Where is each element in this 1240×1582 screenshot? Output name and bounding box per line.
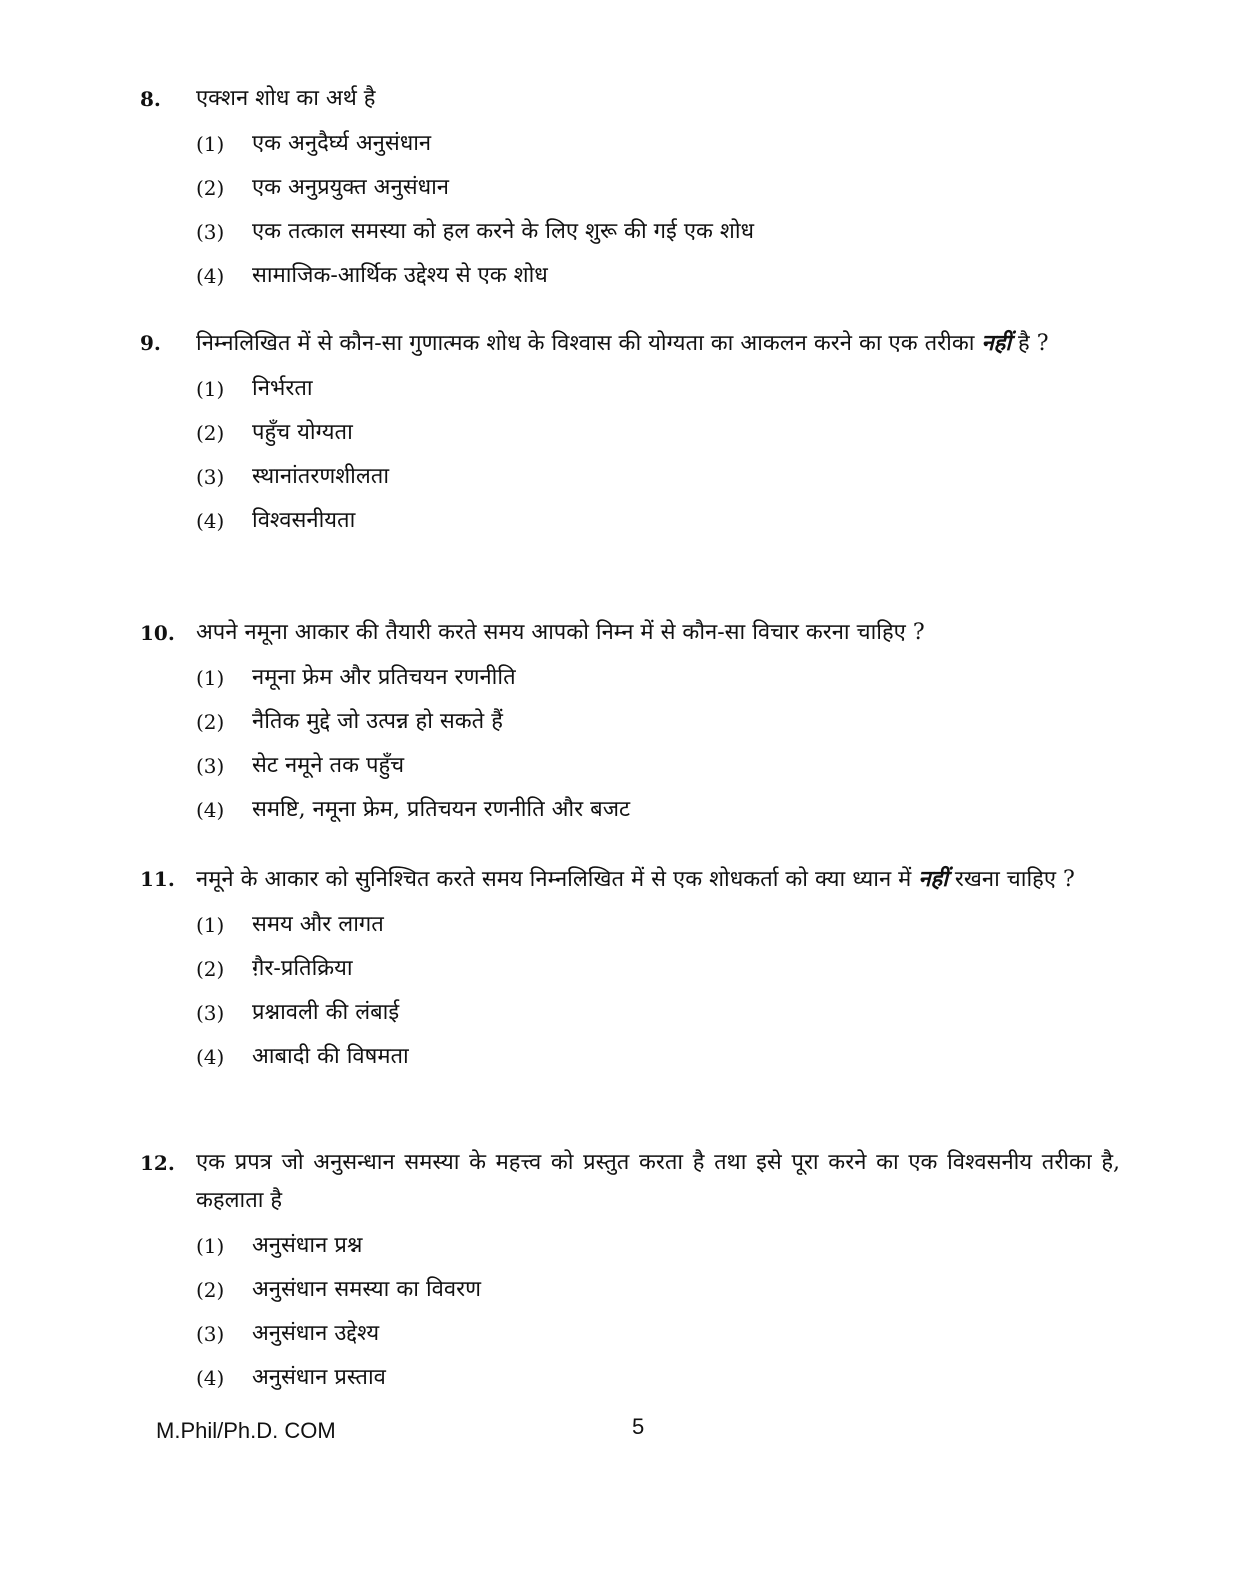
footer-course-code: M.Phil/Ph.D. COM (156, 1418, 336, 1443)
option-3: (3) स्थानांतरणशीलता (196, 464, 390, 489)
question-11 (140, 860, 1120, 1081)
option-1: (1) अनुसंधान प्रश्न (196, 1233, 363, 1258)
emphasis-word: नहीं (981, 330, 1012, 356)
option-4: (4) अनुसंधान प्रस्ताव (196, 1365, 386, 1390)
option-4: (4) आबादी की विषमता (196, 1044, 409, 1069)
page-number: 5 (632, 1414, 645, 1439)
question-text: नमूने के आकार को सुनिश्चित करते समय निम्नलिखित में से एक शोधकर्ता को क्या ध्यान में नहीं रखना चाहिए ? (196, 866, 1075, 892)
question-number: 11. (140, 867, 175, 891)
question-number: 12. (140, 1151, 175, 1175)
option-1: (1) निर्भरता (196, 376, 313, 401)
option-4: (4) समष्टि, नमूना फ्रेम, प्रतिचयन रणनीति और बजट (196, 797, 631, 822)
option-1: (1) एक अनुदैर्घ्य अनुसंधान (196, 131, 432, 156)
question-12 (140, 1144, 1120, 1402)
question-number: 10. (140, 621, 175, 645)
question-text: निम्नलिखित में से कौन-सा गुणात्मक शोध के विश्वास की योग्यता का आकलन करने का एक तरीका नहीं है ? (196, 330, 1049, 356)
option-2: (2) ग़ैर-प्रतिक्रिया (196, 956, 353, 981)
question-text: एक प्रपत्र जो अनुसन्धान समस्या के महत्त्व को प्रस्तुत करता है तथा इसे पूरा करने का एक विश्वसनीय तरीका है, कहलाता है (196, 1150, 1120, 1213)
emphasis-word: नहीं (918, 866, 948, 892)
option-3: (3) एक तत्काल समस्या को हल करने के लिए शुरू की गई एक शोध (196, 219, 755, 244)
question-text: एक्शन शोध का अर्थ है (196, 86, 376, 111)
option-4: (4) सामाजिक-आर्थिक उद्देश्य से एक शोध (196, 263, 548, 288)
option-4: (4) विश्वसनीयता (196, 508, 356, 533)
question-number: 8. (140, 87, 161, 111)
question-8 (140, 80, 1120, 300)
option-3: (3) अनुसंधान उद्देश्य (196, 1321, 380, 1346)
option-3: (3) प्रश्नावली की लंबाई (196, 1000, 400, 1025)
question-10 (140, 614, 1120, 834)
option-2: (2) पहुँच योग्यता (196, 420, 353, 445)
option-3: (3) सेट नमूने तक पहुँच (196, 753, 405, 778)
option-2: (2) एक अनुप्रयुक्त अनुसंधान (196, 175, 450, 200)
question-9 (140, 324, 1120, 545)
option-2: (2) अनुसंधान समस्या का विवरण (196, 1277, 482, 1302)
option-1: (1) समय और लागत (196, 912, 384, 937)
option-2: (2) नैतिक मुद्दे जो उत्पन्न हो सकते हैं (196, 709, 503, 734)
option-1: (1) नमूना फ्रेम और प्रतिचयन रणनीति (196, 665, 516, 690)
question-text: अपने नमूना आकार की तैयारी करते समय आपको निम्न में से कौन-सा विचार करना चाहिए ? (196, 620, 925, 645)
question-number: 9. (140, 331, 161, 355)
